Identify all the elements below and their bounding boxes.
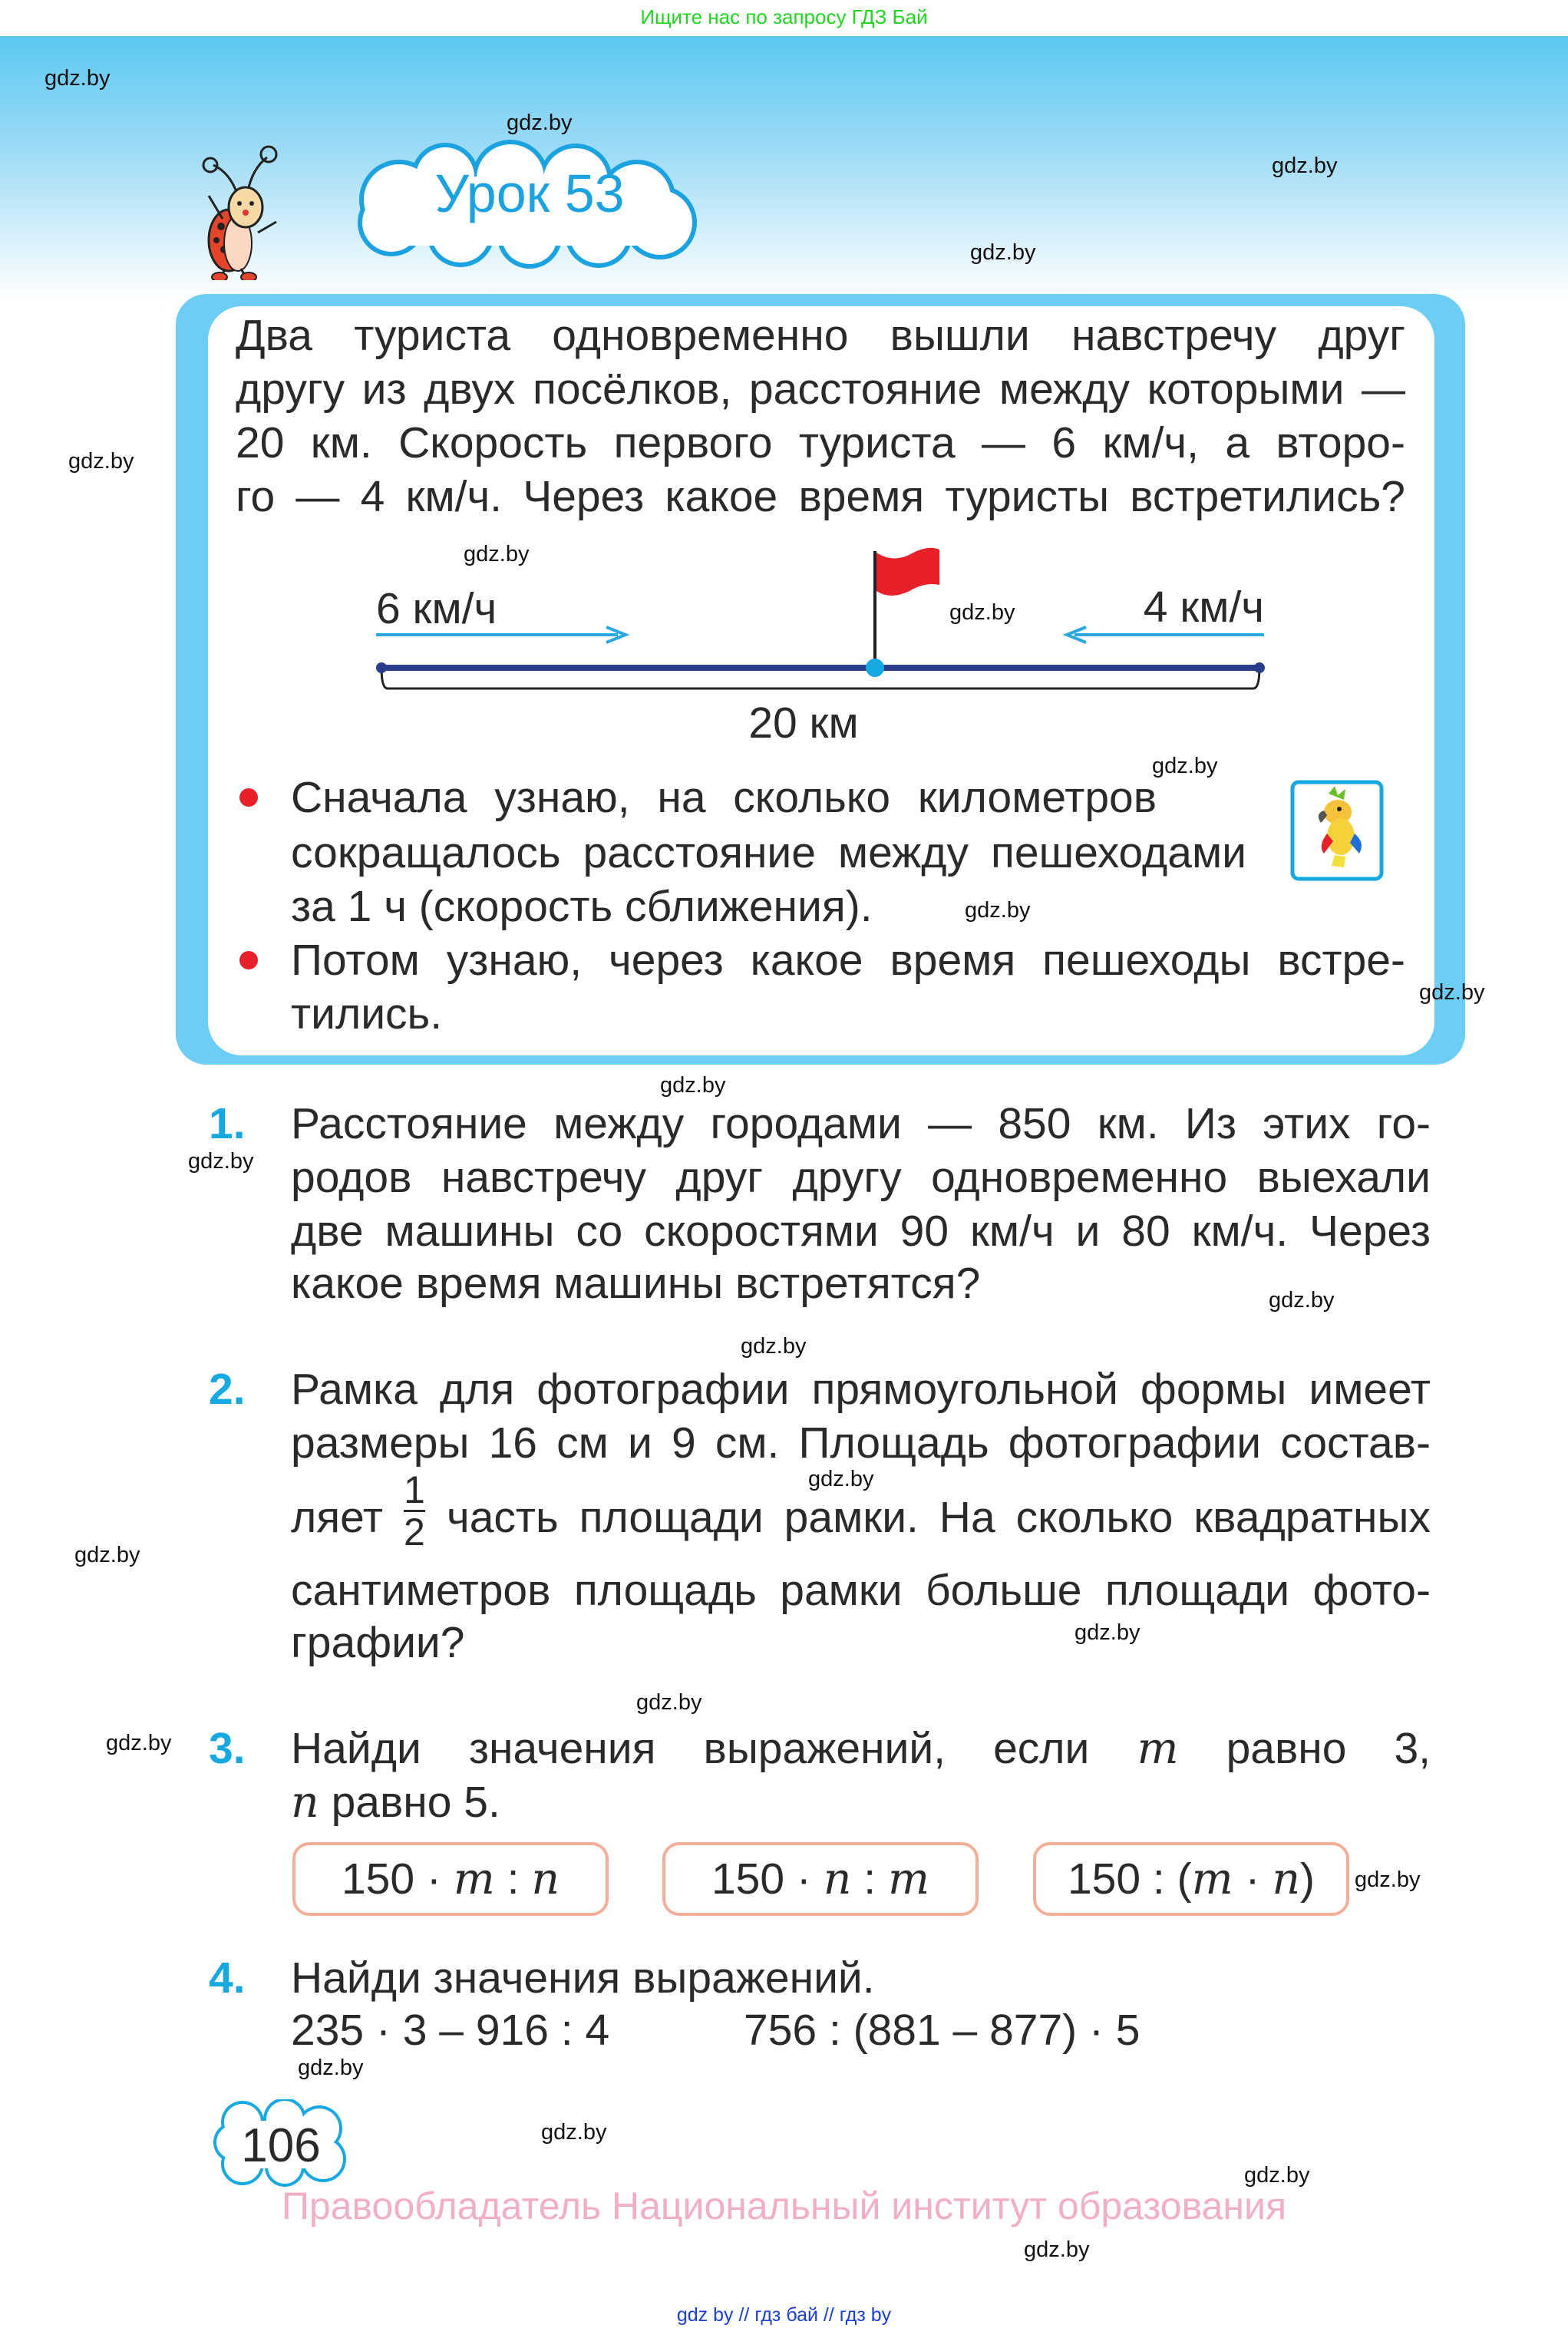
footer-separator: // [823, 2304, 834, 2326]
footer-link[interactable]: гдз by [839, 2304, 892, 2326]
watermark: gdz.by [741, 1334, 807, 1359]
expr-var: n [1272, 1854, 1301, 1904]
task1-line: две машины со скоростями 90 км/ч и 80 км/ч. Через [291, 1207, 1431, 1256]
task3-line [291, 1775, 500, 1829]
variable-m: m [1137, 1723, 1179, 1774]
task4-expression: 235 · 3 – 916 : 4 [291, 2006, 610, 2055]
expr-var: m [453, 1854, 495, 1904]
task4-title: Найди значения выражений. [291, 1953, 875, 2003]
hint-line: Сначала узнаю, на сколько километров [291, 773, 1157, 822]
task1-line: родов навстречу друг другу одновременно выехали [291, 1153, 1431, 1202]
hint-line: тились. [291, 989, 443, 1039]
meeting-diagram [0, 0, 1568, 768]
watermark: gdz.by [74, 1543, 140, 1567]
task1-line: Расстояние между городами — 850 км. Из этих го- [291, 1099, 1431, 1148]
expr-op: : [507, 1854, 520, 1904]
intro-line: 20 км. Скорость первого туриста — 6 км/ч, а второ- [236, 418, 1405, 467]
task2-line: Рамка для фотографии прямоугольной формы имеет [291, 1365, 1431, 1414]
task4-expression: 756 : (881 – 877) · 5 [744, 2006, 1141, 2055]
watermark: gdz.by [1152, 754, 1218, 778]
flag-icon [876, 548, 939, 596]
page-number: 106 [241, 2119, 321, 2172]
bullet-icon [239, 951, 258, 969]
end-point [1254, 662, 1265, 673]
expr-part: 150 · [341, 1854, 441, 1904]
watermark: gdz.by [464, 542, 530, 566]
task2-line: графии? [291, 1618, 465, 1667]
watermark: gdz.by [636, 1690, 702, 1715]
meeting-point [866, 659, 884, 677]
watermark: gdz.by [541, 2120, 607, 2145]
footer-link[interactable]: гдз бай [754, 2304, 818, 2326]
expression-box [662, 1842, 979, 1916]
distance-brace [381, 668, 1259, 689]
expr-var: n [823, 1854, 852, 1904]
watermark: gdz.by [808, 1467, 874, 1491]
watermark: gdz.by [949, 600, 1015, 625]
watermark: gdz.by [1024, 2237, 1090, 2262]
watermark: gdz.by [1419, 980, 1485, 1005]
footer-separator: // [738, 2304, 750, 2326]
watermark: gdz.by [507, 111, 573, 135]
task3-text: равно 3, [1226, 1724, 1431, 1773]
expr-var: m [887, 1854, 930, 1904]
task2-line-start: ляет [291, 1493, 384, 1542]
watermark: gdz.by [298, 2056, 364, 2080]
search-hint: Ищите нас по запросу ГДЗ Бай [640, 5, 928, 28]
task3-text: Найди значения выражений, если [291, 1724, 1090, 1773]
expr-part: 150 · [711, 1854, 811, 1904]
expr-part: 150 : ( [1067, 1854, 1192, 1904]
expr-var: n [531, 1854, 560, 1904]
hint-line: сокращалось расстояние между пешеходами [291, 828, 1246, 877]
lesson-title: Урок 53 [434, 163, 625, 223]
watermark: gdz.by [660, 1073, 726, 1098]
footer-links [0, 2304, 1568, 2326]
watermark: gdz.by [1272, 154, 1338, 178]
fraction-denominator: 2 [404, 1511, 425, 1554]
hint-line: за 1 ч (скорость сближения). [291, 882, 873, 931]
watermark: gdz.by [106, 1731, 172, 1755]
expr-var: m [1191, 1854, 1233, 1904]
task3-line [291, 1722, 1431, 1775]
watermark: gdz.by [1355, 1867, 1421, 1892]
footer-link[interactable]: gdz by [676, 2304, 734, 2326]
intro-line: Два туриста одновременно вышли навстречу друг [236, 311, 1405, 360]
task-number: 3. [209, 1724, 246, 1773]
expression-box [1033, 1842, 1349, 1916]
task-number: 1. [209, 1099, 246, 1148]
start-point [376, 662, 387, 673]
task2-line: размеры 16 см и 9 см. Площадь фотографии состав- [291, 1418, 1431, 1468]
expr-part: ) [1300, 1854, 1315, 1904]
fraction-one-half [398, 1470, 431, 1552]
watermark: gdz.by [1269, 1288, 1335, 1313]
distance-label: 20 км [748, 698, 859, 748]
fraction-numerator: 1 [404, 1468, 425, 1511]
task-number: 2. [209, 1365, 246, 1414]
speed-right-label: 4 км/ч [1143, 583, 1264, 632]
expr-op: : [863, 1854, 876, 1904]
watermark: gdz.by [68, 449, 134, 474]
task3-text: равно 5. [331, 1778, 500, 1827]
variable-n: n [291, 1777, 319, 1828]
task-number: 4. [209, 1953, 246, 2003]
expression-box [292, 1842, 609, 1916]
task2-line-end: часть площади рамки. На сколько квадратных [447, 1493, 1431, 1542]
bullet-icon [239, 788, 258, 807]
intro-line: го — 4 км/ч. Через какое время туристы встретились? [236, 472, 1405, 521]
watermark: gdz.by [965, 898, 1031, 923]
intro-line: другу из двух посёлков, расстояние между которыми — [236, 365, 1405, 414]
task1-line: какое время машины встретятся? [291, 1259, 981, 1308]
watermark: gdz.by [188, 1149, 254, 1174]
watermark: gdz.by [1074, 1620, 1141, 1645]
hint-line: Потом узнаю, через какое время пешеходы встре- [291, 936, 1405, 985]
parrot-icon [1290, 780, 1384, 881]
watermark: gdz.by [1244, 2163, 1310, 2188]
watermark: gdz.by [45, 66, 111, 91]
watermark: gdz.by [970, 240, 1036, 265]
speed-left-label: 6 км/ч [376, 584, 497, 633]
copyright-notice: Правообладатель Национальный институт образования [281, 2184, 1287, 2227]
task2-line: сантиметров площадь рамки больше площади фото- [291, 1566, 1431, 1615]
expr-op: · [1245, 1854, 1260, 1904]
